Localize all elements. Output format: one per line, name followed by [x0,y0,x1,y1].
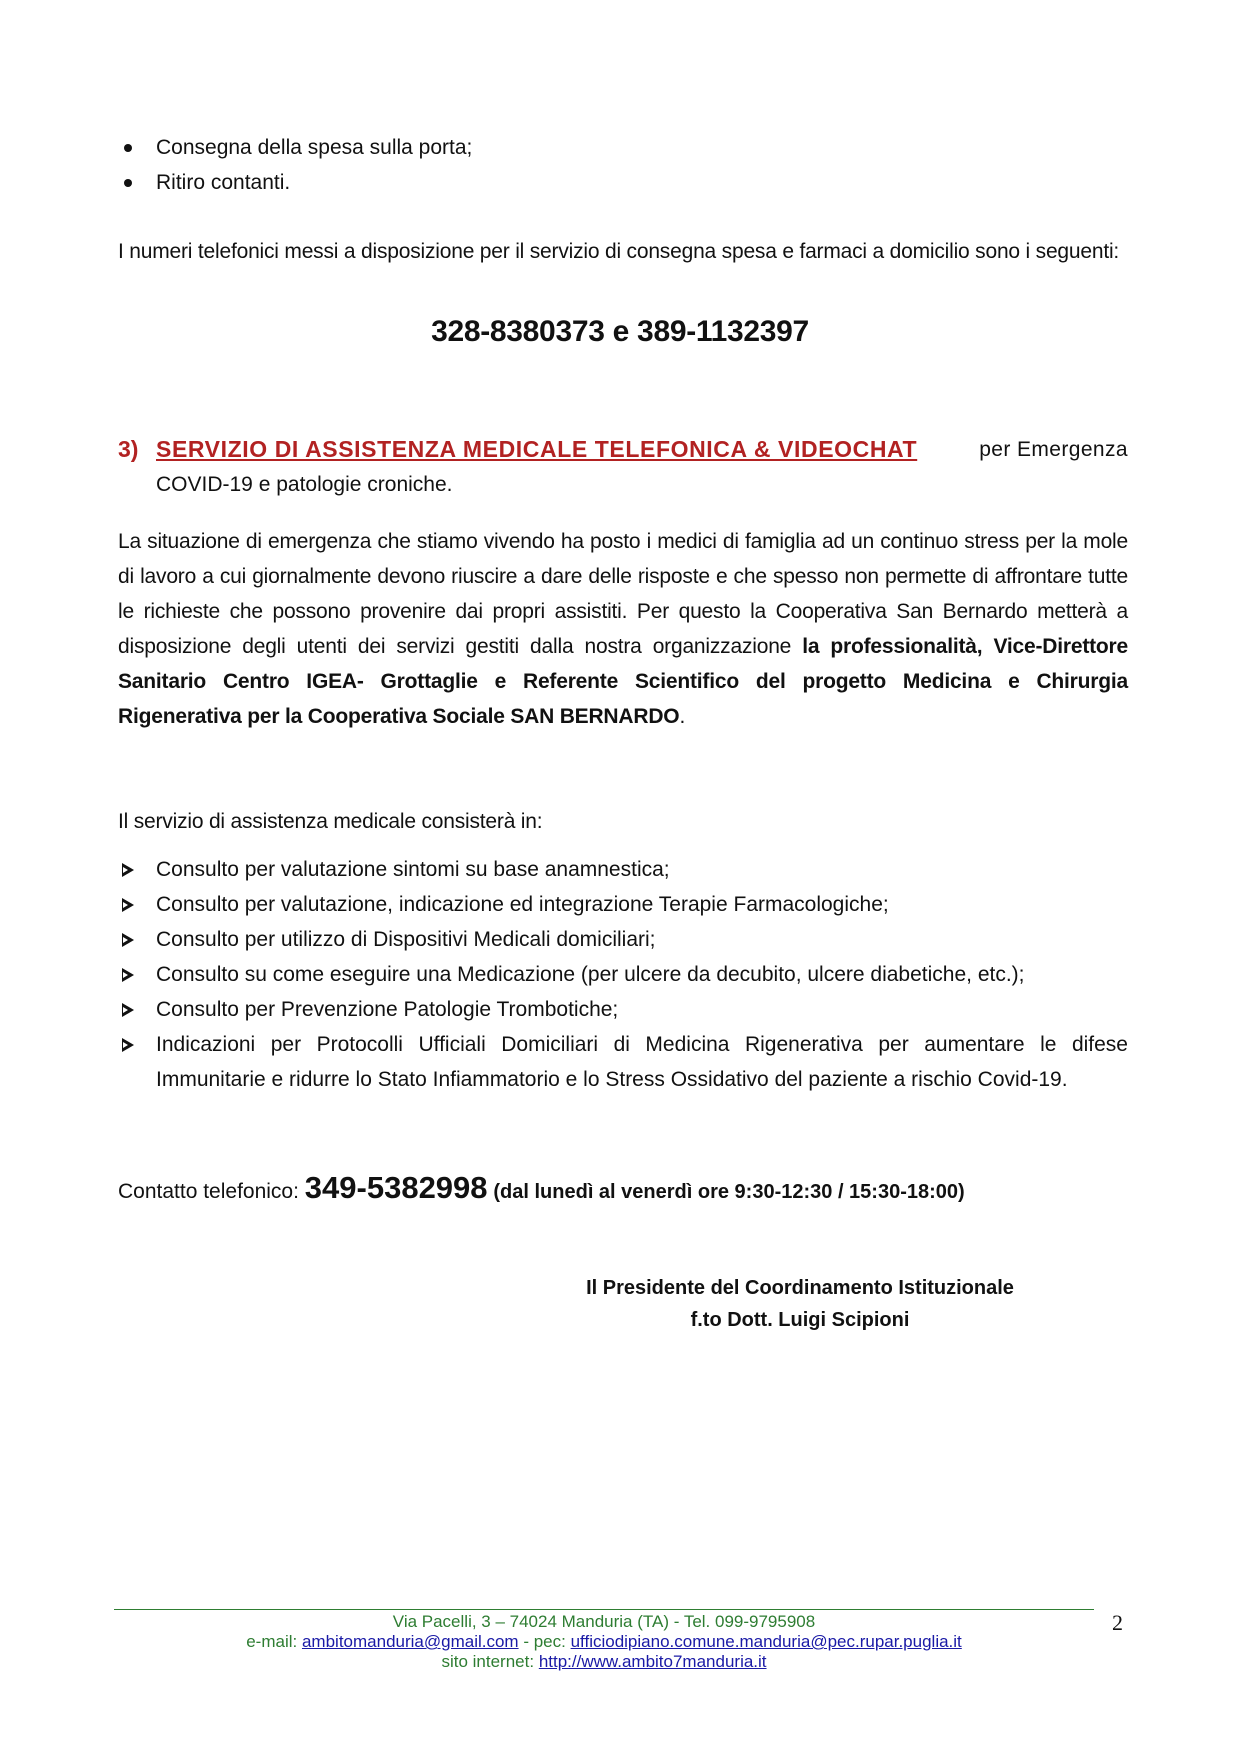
email-link[interactable]: ambitomanduria@gmail.com [301,1632,519,1651]
site-label: sito internet: [441,1652,535,1671]
services-intro: Il servizio di assistenza medicale consisterà in: [118,810,543,833]
contact-label: Contatto telefonico: [118,1180,299,1203]
paragraph-end: . [679,705,686,728]
service-item [118,957,1128,992]
footer [114,1612,1094,1672]
pec-label: - pec: [523,1632,566,1651]
phones-intro: I numeri telefonici messi a disposizione per il servizio di consegna spesa e farmaci a domicilio sono i seguenti: [118,240,1120,263]
email-label: e-mail: [246,1632,298,1651]
pec-link[interactable]: ufficiodipiano.comune.manduria@pec.rupar.puglia.it [570,1632,962,1651]
arrow-bullet-icon [122,852,134,887]
contact-line [118,1168,965,1212]
contact-number: 349-5382998 [304,1170,488,1205]
arrow-bullet-icon [122,957,134,992]
paragraph-plain: La situazione di emergenza che stiamo vivendo ha posto i medici di famiglia ad un continuo stress per la mole di lavoro a cui giornalmente devono riuscire a dare delle risposte e che spesso non permette di affrontare tutte le richieste che possono provenire dai propri assistiti. Per questo la Cooperativa San Bernardo metterà a disposizione degli utenti dei servizi gestiti dalla nostra organizzazione [118,530,1128,658]
footer-contacts [114,1632,1094,1652]
arrow-bullet-icon [122,1027,134,1062]
footer-divider [114,1609,1094,1610]
service-label: Consulto su come eseguire una Medicazione (per ulcere da decubito, ulcere diabetiche, etc.); [156,963,1025,986]
service-item [118,1027,1128,1097]
section-title: SERVIZIO DI ASSISTENZA MEDICALE TELEFONICA & VIDEOCHAT [156,436,918,462]
bullet-label: Ritiro contanti. [156,171,291,194]
service-label: Indicazioni per Protocolli Ufficiali Domiciliari di Medicina Rigenerativa per aumentare le difese Immunitarie e ridurre lo Stato Infiammatorio e lo Stress Ossidativo del paziente a rischio Covid-19. [156,1033,1128,1091]
bullet-dot-icon [118,130,138,165]
section-title-continuation: COVID-19 e patologie croniche. [156,473,453,496]
footer-site [114,1652,1094,1672]
section-number: 3) [118,436,139,462]
body-paragraph [118,524,1128,734]
footer-address: Via Pacelli, 3 – 74024 Manduria (TA) - Tel. 099-9795908 [392,1612,816,1631]
service-label: Consulto per valutazione sintomi su base anamnestica; [156,858,670,881]
service-item [118,852,1128,887]
service-item [118,922,1128,957]
arrow-bullet-icon [122,887,134,922]
service-label: Consulto per valutazione, indicazione ed integrazione Terapie Farmacologiche; [156,893,889,916]
service-label: Consulto per utilizzo di Dispositivi Medicali domiciliari; [156,928,656,951]
contact-hours: (dal lunedì al venerdì ore 9:30-12:30 / 15:30-18:00) [493,1181,965,1203]
service-item [118,992,1128,1027]
signature-name: f.to Dott. Luigi Scipioni [690,1309,910,1331]
service-label: Consulto per Prevenzione Patologie Trombotiche; [156,998,619,1021]
page-number: 2 [1112,1610,1123,1635]
signature-title: Il Presidente del Coordinamento Istituzionale [586,1277,1014,1299]
signature-block [540,1272,1060,1336]
arrow-bullet-icon [122,992,134,1027]
section-title-suffix: per Emergenza [979,438,1128,461]
bullet-dot-icon [118,165,138,200]
service-item [118,887,1128,922]
phones-headline: 328-8380373 e 389-1132397 [431,315,809,348]
site-link[interactable]: http://www.ambito7manduria.it [538,1652,767,1671]
paragraph-bold: la professionalità, Vice-Direttore Sanitario Centro IGEA- Grottaglie e Referente Scientifico del progetto Medicina e Chirurgia Rigenerativa per la Cooperativa Sociale SAN BERNARDO [118,635,1129,728]
bullet-label: Consegna della spesa sulla porta; [156,136,473,159]
arrow-bullet-icon [122,922,134,957]
